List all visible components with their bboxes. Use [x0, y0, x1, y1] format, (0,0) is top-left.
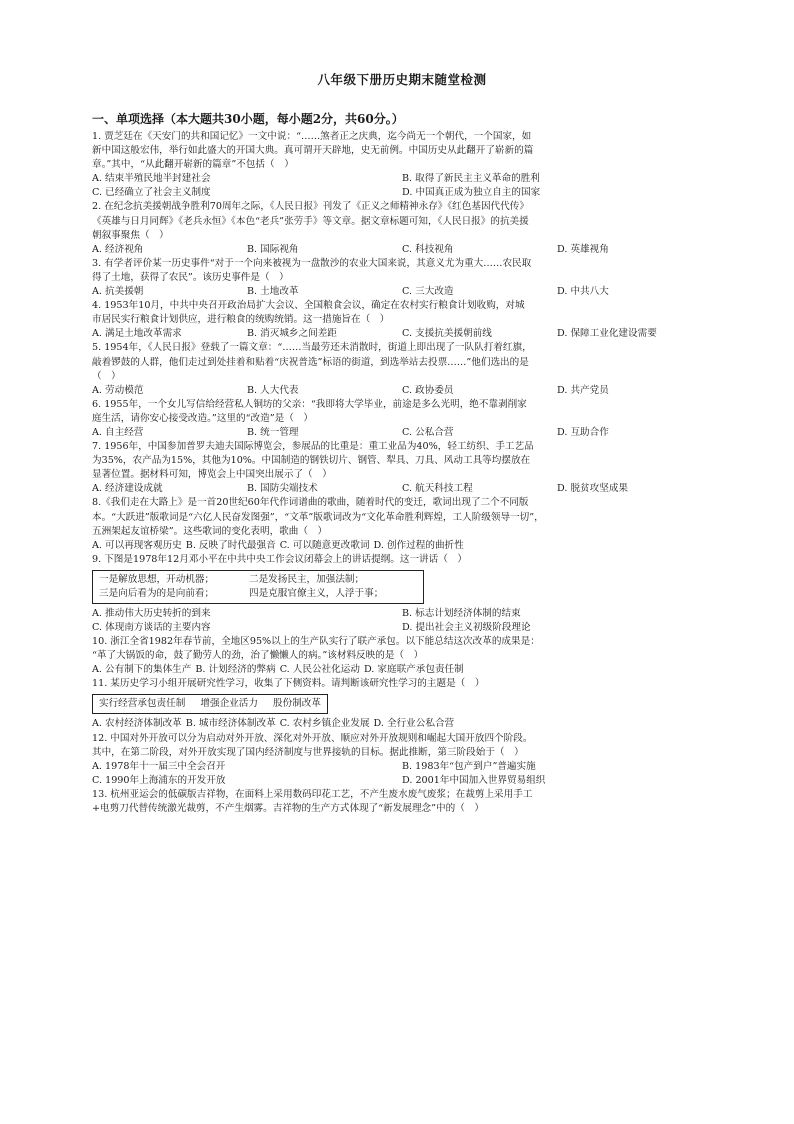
option-c: C. 体现南方谈话的主要内容: [92, 622, 211, 633]
question-13: [92, 788, 712, 816]
question-text: 5. 1954年，《人民日报》登载了一篇文章：“……当最劳还未消散时，街道上即出现了一队队打着红旗，: [92, 342, 532, 354]
question-text: 7. 1956年，中国参加普罗夫迪夫国际博览会，参展品的比重是：重工业品为40%，轻工纺织、手工艺品: [92, 441, 534, 453]
option-a: A. 结束半殖民地半封建社会: [92, 173, 211, 185]
question-9: [92, 553, 712, 635]
question-7: [92, 440, 712, 496]
option-a: A. 推动伟大历史转折的到来: [92, 607, 211, 619]
question-text: 其中，在第二阶段，对外开放实现了国内经济制度与世界接轨的目标。据此推断，第三阶段始于（ ）: [92, 746, 524, 758]
question-text: 1. 贾芝廷在《天安门的共和国记忆》一文中说：“……煞者正之庆典，迄今尚无一个朝代，一个国家，如: [92, 131, 532, 142]
question-text: 朝叙事聚焦（ ）: [92, 229, 169, 241]
question-text: 《英雄与日月同辉》《老兵永恒》《本色“老兵”张劳手》等文章。据文章标题可知，《人民日报》的抗美援: [92, 215, 529, 227]
question-text: 本。“大跃进”版歌词是“六亿人民奋发图强”，“文革”版歌词改为“文化革命胜利辉煌，工人阶级领导一切”，: [92, 511, 544, 523]
option-b: B. 人大代表: [247, 384, 299, 396]
question-11: [92, 677, 712, 731]
question-text: （ ）: [92, 370, 121, 382]
outline-item: 三是向后看为的是向前看；: [99, 587, 215, 599]
option-b: B. 国防尖端技术: [247, 483, 318, 495]
option-d: D. 中国真正成为独立自主的国家: [402, 187, 541, 199]
option-b: B. 取得了新民主主义革命的胜利: [402, 173, 540, 185]
option-b: B. 计划经济的弊病: [195, 664, 276, 676]
outline-item: 一是解放思想，开动机器；: [99, 573, 215, 585]
question-text: 2. 在纪念抗美援朝战争胜利70周年之际，《人民日报》刊发了《正义之师精神永存》《红色基因代代传》: [92, 201, 529, 213]
speech-outline-box: [92, 570, 424, 604]
question-text: 6. 1955年，一个女儿写信给经营私人铜坊的父亲：“我即将大学毕业，前途是多么光明，绝不靠剥削家: [92, 398, 527, 410]
question-text: 市居民实行粮食计划供应，进行粮食的统购统销。这一措施旨在（ ）: [92, 314, 390, 326]
option-a: A. 可以再现客观历史: [92, 539, 182, 551]
option-d: D. 保障工业化建设需要: [557, 328, 657, 340]
material-item: 股份制改革: [273, 698, 321, 710]
question-text: 9. 下图是1978年12月邓小平在中共中央工作会议闭幕会上的讲话提纲。这一讲话（ ）: [92, 553, 468, 565]
option-b: B. 土地改革: [247, 286, 299, 298]
option-b: B. 反映了时代最强音: [185, 539, 276, 551]
option-c: C. 人民公社化运动: [279, 664, 360, 676]
question-6: [92, 398, 712, 440]
option-b: B. 1983年“包产到户”普遍实施: [402, 760, 536, 772]
option-a: A. 抗美援朝: [92, 286, 144, 298]
option-a: A. 经济视角: [92, 243, 144, 255]
exam-title: 八年级下册历史期末随堂检测: [317, 72, 487, 87]
option-b: B. 标志计划经济体制的结束: [402, 607, 521, 619]
option-d: D. 2001年中国加入世界贸易组织: [402, 774, 546, 786]
question-10: [92, 635, 712, 677]
question-1: [92, 130, 712, 200]
option-a: A. 公有制下的集体生产: [92, 664, 192, 676]
question-12: [92, 732, 712, 788]
option-d: D. 家庭联产承包责任制: [363, 664, 464, 676]
question-text: 12. 中国对外开放可以分为启动对外开放、深化对外开放、顺应对外开放规则和崛起大国开放四个阶段。: [92, 732, 533, 744]
question-5: [92, 341, 712, 397]
question-text: 敲着锣鼓的人群，他们走过到处挂着和贴着“庆祝普选”标语的街道，到选举站去投票……”他们选出的是: [92, 356, 529, 368]
option-d: D. 共产党员: [557, 384, 609, 396]
option-d: D. 提出社会主义初级阶段理论: [402, 622, 531, 633]
option-a: A. 农村经济体制改革: [92, 718, 182, 730]
question-text: 章。”其中，“从此翻开崭新的篇章”不包括（ ）: [92, 159, 294, 171]
option-a: A. 满足土地改革需求: [92, 328, 182, 340]
option-c: C. 公私合营: [402, 426, 454, 438]
option-d: D. 脱贫攻坚成果: [557, 483, 629, 495]
exam-page: [92, 70, 712, 816]
option-c: C. 三大改造: [402, 286, 454, 298]
option-a: A. 经济建设成就: [92, 483, 163, 495]
question-text: 13. 杭州亚运会的低碳版吉祥物，在面料上采用数码印花工艺，不产生废水废气废浆；在裁剪上采用手工: [92, 788, 533, 800]
option-c: C. 航天科技工程: [402, 483, 473, 495]
option-d: D. 中共八大: [557, 286, 609, 298]
question-text: 新中国这般宏伟，举行如此盛大的开国大典。真可谓开天辟地，史无前例。中国历史从此翻开了崭新的篇: [92, 145, 534, 157]
question-text: 11. 某历史学习小组开展研究性学习，收集了下侧资料。请判断该研究性学习的主题是（ ）: [92, 678, 485, 690]
option-a: A. 1978年十一届三中全会召开: [92, 760, 226, 772]
option-d: D. 创作过程的曲折性: [373, 539, 464, 551]
option-d: D. 英雄视角: [557, 243, 609, 255]
material-item: 增强企业活力: [200, 698, 258, 710]
question-text: +电剪刀代替传统激光裁剪，不产生烟雾。吉祥物的生产方式体现了“新发展理念”中的（ ）: [92, 803, 485, 815]
option-d: D. 互助合作: [557, 426, 609, 438]
question-text: “革了大锅饭的命，鼓了勤劳人的劲，治了懒懒人的病。”该材料反映的是（ ）: [92, 650, 424, 662]
material-item: 实行经营承包责任制: [99, 698, 186, 710]
question-4: [92, 299, 712, 341]
option-a: A. 自主经营: [92, 426, 144, 438]
option-b: B. 国际视角: [247, 243, 299, 255]
question-text: 4. 1953年10月，中共中央召开政治局扩大会议、全国粮食会议，确定在农村实行粮食计划收购，对城: [92, 300, 525, 312]
option-c: C. 支援抗美援朝前线: [402, 328, 492, 340]
option-b: B. 城市经济体制改革: [185, 718, 276, 730]
option-b: B. 统一管理: [247, 426, 299, 438]
section-heading: 一、单项选择（本大题共30小题，每小题2分，共60分。）: [92, 112, 404, 126]
question-text: 庭生活，请你安心接受改造。”这里的“改造”是（ ）: [92, 412, 313, 424]
option-c: C. 科技视角: [402, 243, 454, 255]
option-c: C. 已经确立了社会主义制度: [92, 187, 211, 199]
question-2: [92, 200, 712, 256]
question-text: 为35%，农产品为15%，其他为10%。中国制造的钢铁切片、钢管、犁具、刀具、风动工具等均摆放在: [92, 455, 531, 467]
outline-item: 二是发扬民主，加强法制；: [249, 573, 365, 585]
question-8: [92, 496, 712, 552]
question-text: 3. 有学者评价某一历史事件“对于一个向来被视为一盘散沙的农业大国来说，其意义尤为重大……农民取: [92, 257, 532, 269]
question-text: 显著位置。据材料可知，博览会上中国突出展示了（ ）: [92, 469, 332, 481]
option-c: C. 政协委员: [402, 384, 454, 396]
option-c: C. 可以随意更改歌词: [279, 539, 370, 551]
question-text: 五洲架起友谊桥梁”。这些歌词的变化表明，歌曲（ ）: [92, 525, 328, 537]
question-text: 得了土地，获得了农民”。该历史事件是（ ）: [92, 271, 289, 283]
option-d: D. 全行业公私合营: [373, 718, 455, 730]
materials-box: [92, 694, 328, 714]
option-c: C. 1990年上海浦东的开发开放: [92, 774, 226, 786]
outline-item: 四是克服官僚主义，人浮于事；: [249, 587, 384, 599]
option-b: B. 消灭城乡之间差距: [247, 328, 337, 340]
option-a: A. 劳动模范: [92, 384, 144, 396]
question-3: [92, 257, 712, 299]
question-text: 10. 浙江全省1982年春节前，全地区95%以上的生产队实行了联产承包。以下能总结这次改革的成果是：: [92, 636, 540, 648]
question-text: 8.《我们走在大路上》是一首20世纪60年代作词谱曲的歌曲，随着时代的变迁，歌词出现了二个不同版: [92, 497, 529, 509]
option-c: C. 农村乡镇企业发展: [279, 718, 370, 730]
